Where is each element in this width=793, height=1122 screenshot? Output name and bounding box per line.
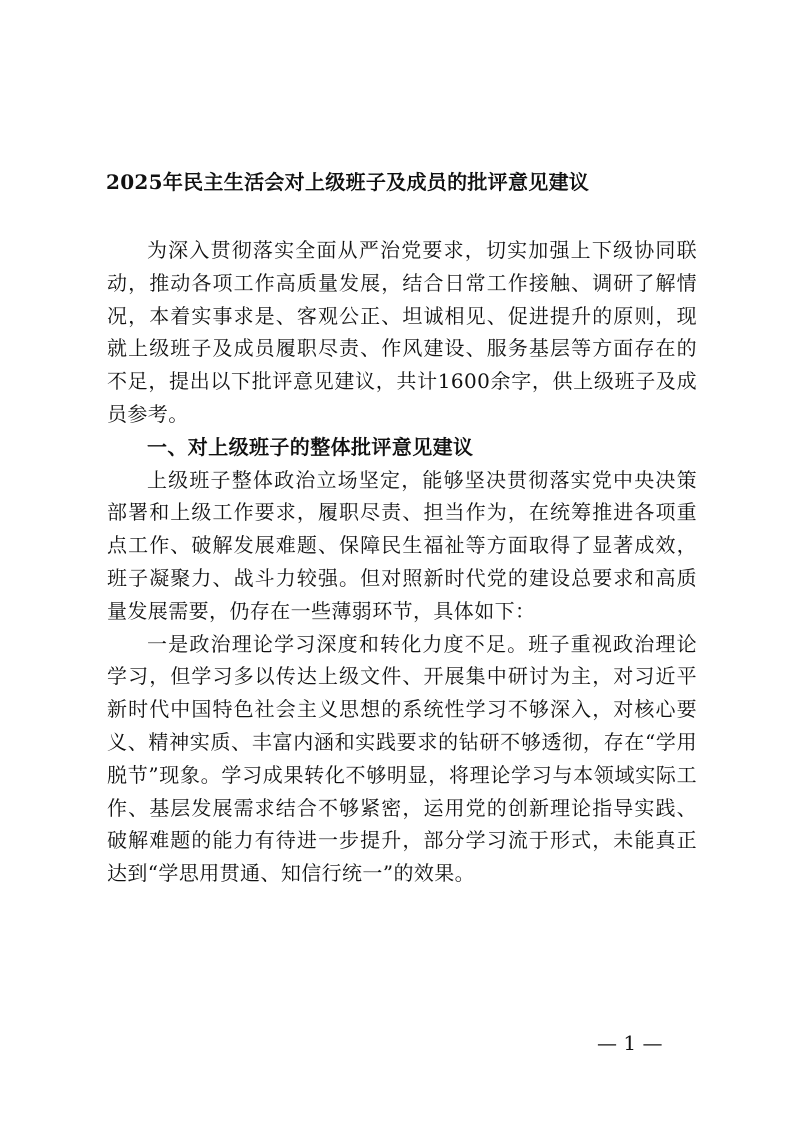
page-number: — 1 — xyxy=(597,1031,663,1055)
section-one-paragraph: 上级班子整体政治立场坚定，能够坚决贯彻落实党中央决策部署和上级工作要求，履职尽责、担当作为，在统筹推进各项重点工作、破解发展难题、保障民生福祉等方面取得了显著成效，班子凝聚力、战斗力较强。但对照新时代党的建设总要求和高质量发展需要，仍存在一些薄弱环节，具体如下： xyxy=(107,467,697,623)
intro-paragraph: 为深入贯彻落实全面从严治党要求，切实加强上下级协同联动，推动各项工作高质量发展，结合日常工作接触、调研了解情况，本着实事求是、客观公正、坦诚相见、促进提升的原则，现就上级班子及成员履职尽责、作风建设、服务基层等方面存在的不足，提出以下批评意见建议，共计1600余字，供上级班子及成员参考。 xyxy=(107,238,697,426)
document-body xyxy=(107,234,697,890)
section-one-heading: 一、对上级班子的整体批评意见建议 xyxy=(147,434,474,459)
point-one-paragraph: 一是政治理论学习深度和转化力度不足。班子重视政治理论学习，但学习多以传达上级文件、开展集中研讨为主，对习近平新时代中国特色社会主义思想的系统性学习不够深入，对核心要义、精神实质、丰富内涵和实践要求的钻研不够透彻，存在“学用脱节”现象。学习成果转化不够明显，将理论学习与本领域实际工作、基层发展需求结合不够紧密，运用党的创新理论指导实践、破解难题的能力有待进一步提升，部分学习流于形式，未能真正达到“学思用贯通、知信行统一”的效果。 xyxy=(107,631,697,886)
document-title: 2025年民主生活会对上级班子及成员的批评意见建议 xyxy=(106,170,590,194)
